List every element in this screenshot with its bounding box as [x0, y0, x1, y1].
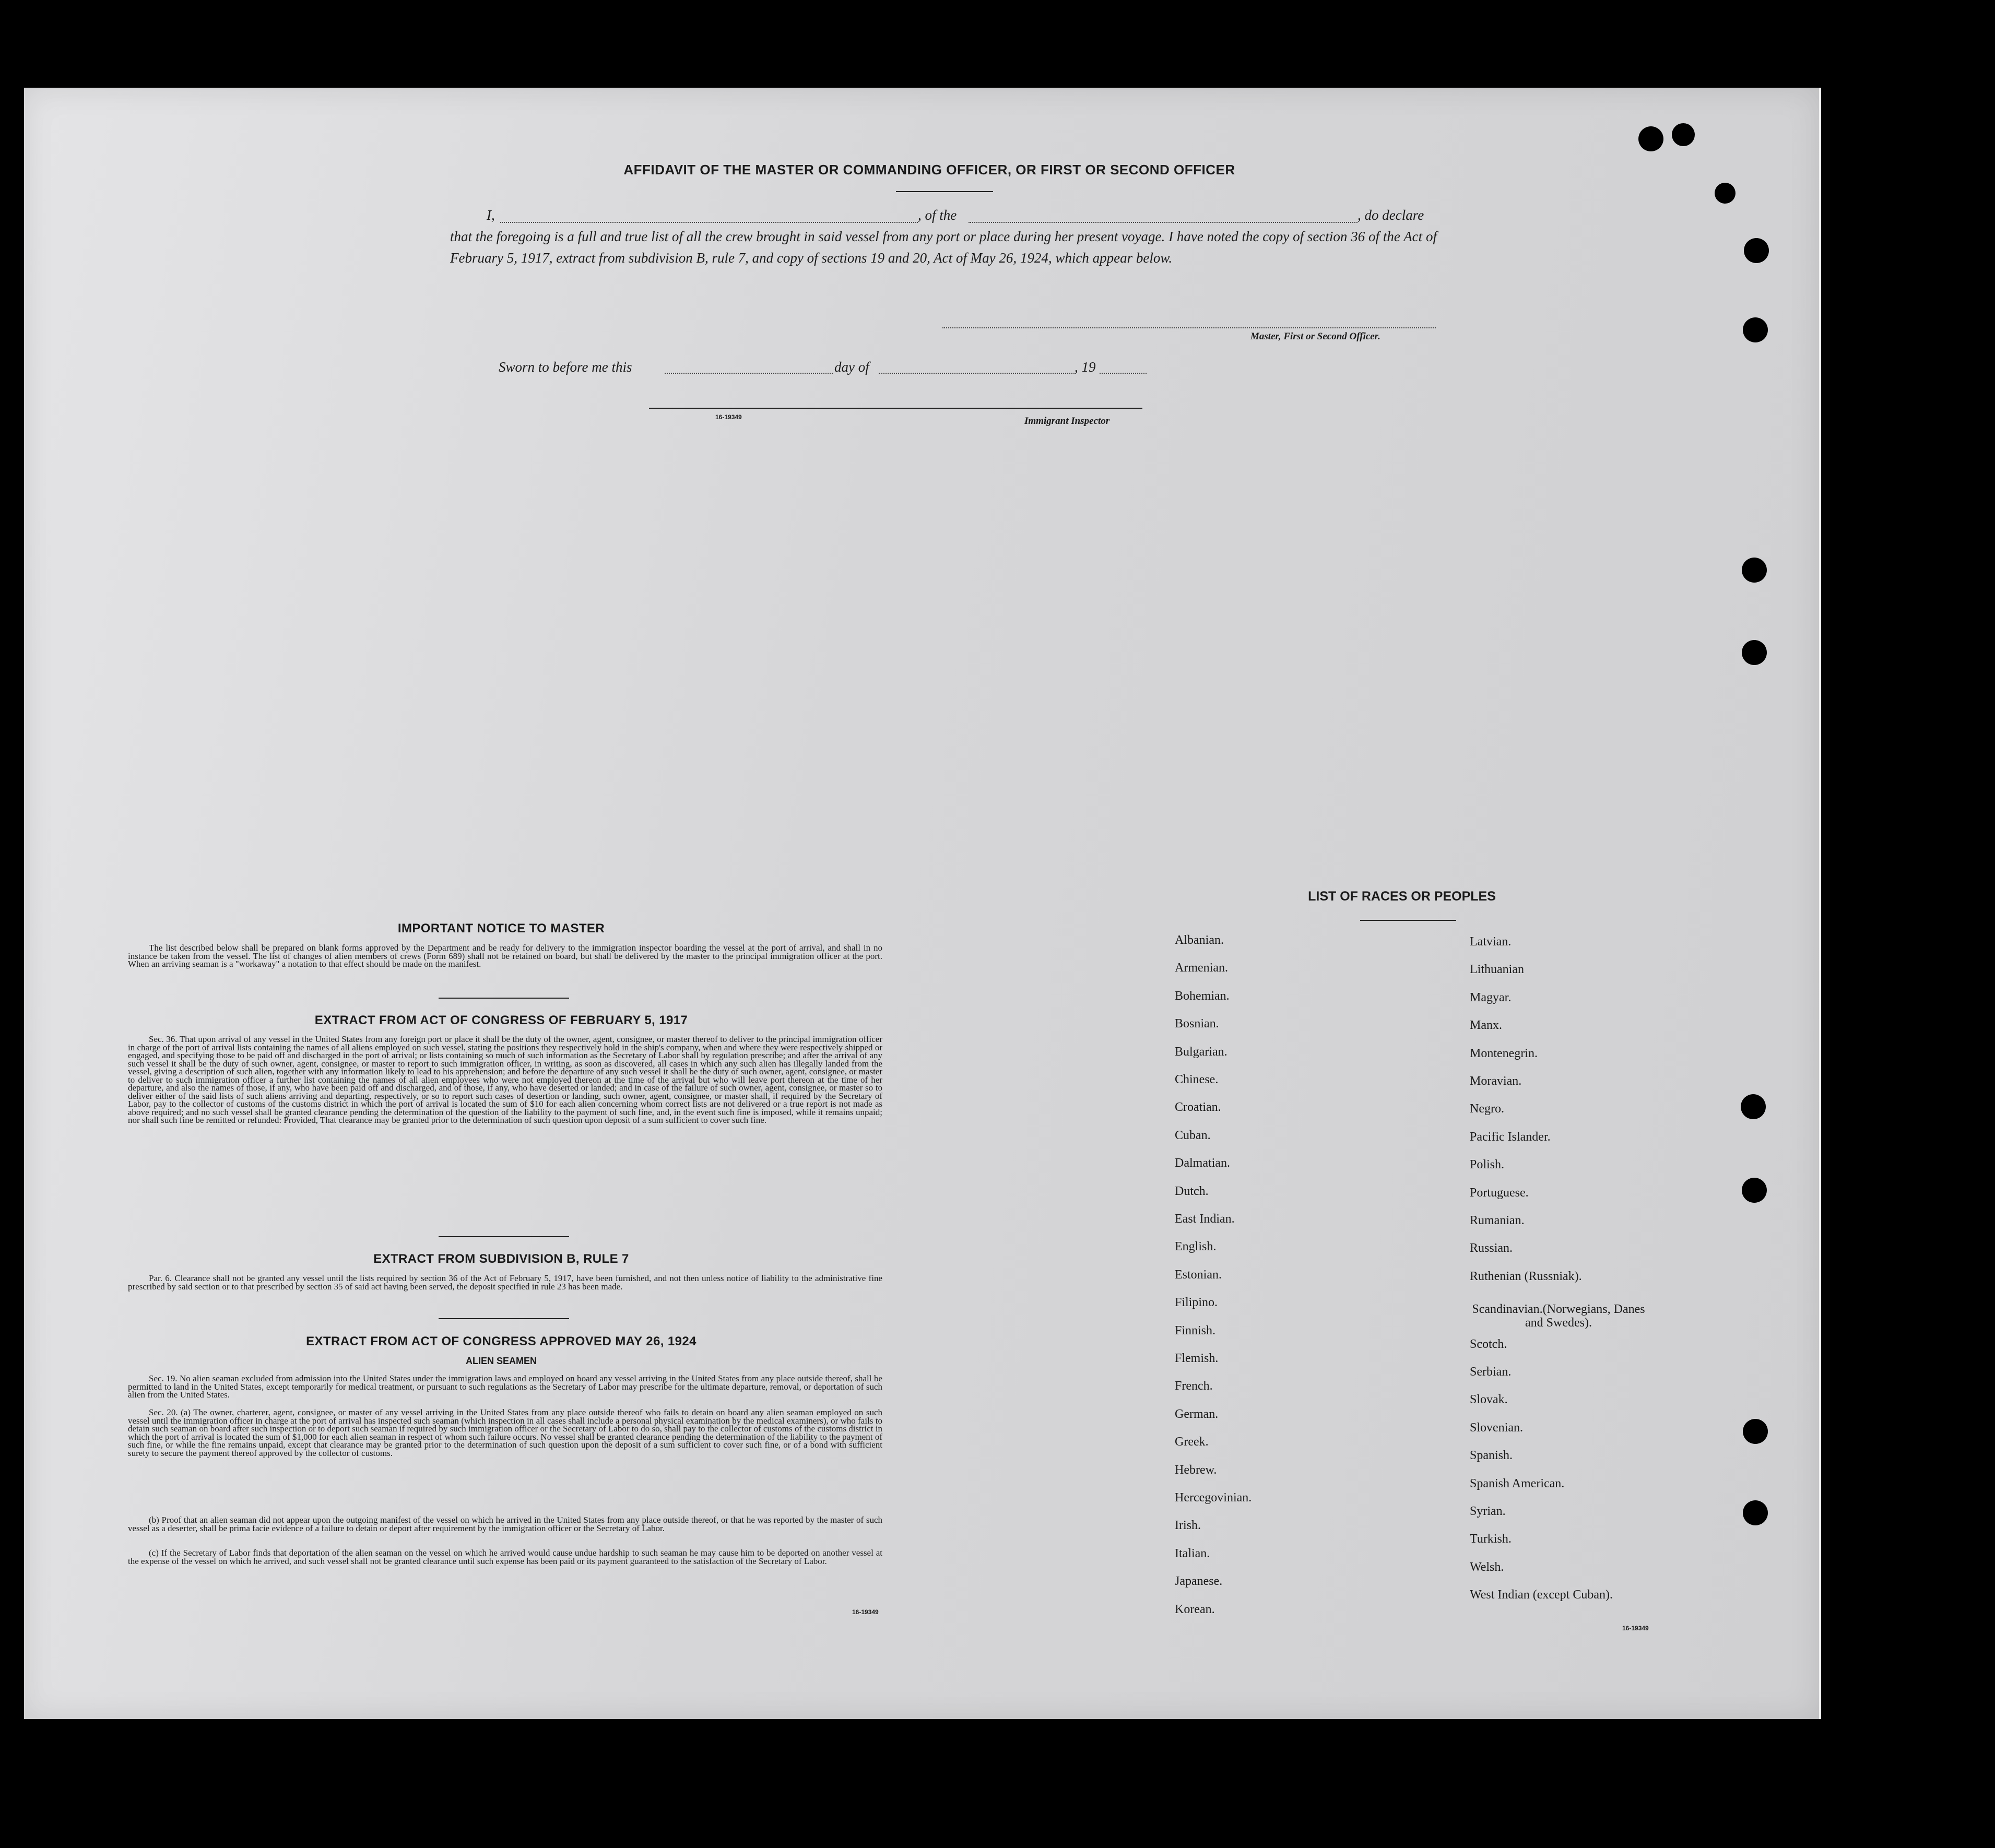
- race-item: Filipino.: [1175, 1296, 1218, 1309]
- officer-signature-blank[interactable]: [942, 327, 1436, 328]
- race-item: Magyar.: [1470, 991, 1512, 1004]
- punch-hole: [1638, 126, 1663, 151]
- race-item: Greek.: [1175, 1435, 1209, 1449]
- divider: [439, 1236, 569, 1237]
- race-item: Hebrew.: [1175, 1463, 1217, 1477]
- race-item: Hercegovinian.: [1175, 1491, 1252, 1505]
- inspector-signature-line: [649, 408, 1142, 409]
- race-item: Chinese.: [1175, 1073, 1219, 1086]
- race-item: West Indian (except Cuban).: [1470, 1588, 1613, 1602]
- notice-text: The list described below shall be prepared on blank forms approved by the Department and be ready for delivery to the immigration inspector boarding the vessel at the port of arrival, and shall in no instance be taken from the vessel. The list of changes of alien members of crews (Form 689) shall not be retained on board, but shall be delivered by the master to the principal immigration officer at the port. When an arriving seaman is a "workaway" a notation to that effect should be made on the manifest.: [128, 943, 882, 969]
- divider: [439, 1318, 569, 1319]
- race-item: Negro.: [1470, 1102, 1504, 1116]
- officer-signature-label: Master, First or Second Officer.: [1250, 331, 1380, 342]
- sworn-year: , 19: [1075, 359, 1096, 375]
- race-item: Cuban.: [1175, 1129, 1211, 1142]
- race-item: Latvian.: [1470, 935, 1512, 949]
- declare-line-end: , do declare: [1357, 207, 1424, 223]
- notice-title: IMPORTANT NOTICE TO MASTER: [397, 921, 605, 935]
- subdivision-b-text: Par. 6. Clearance shall not be granted any vessel until the lists required by section 36 of the Act of February 5, 1917, have been furnished, and not then unless notice of liability to the administrative fine prescribed by said section or to that prescribed by section 35 of said act having been served, the deposit specified in rule 23 has been made.: [128, 1273, 882, 1292]
- extract-1924-title: EXTRACT FROM ACT OF CONGRESS APPROVED MAY 26, 1924: [306, 1334, 697, 1348]
- punch-hole: [1742, 558, 1767, 583]
- punch-hole: [1742, 1178, 1767, 1203]
- race-item: French.: [1175, 1379, 1213, 1393]
- sworn-year-blank[interactable]: [1100, 373, 1147, 374]
- race-item: Portuguese.: [1470, 1186, 1529, 1200]
- race-item: Korean.: [1175, 1603, 1215, 1616]
- punch-hole: [1742, 640, 1767, 665]
- punch-hole: [1715, 183, 1736, 204]
- races-title-rule: [1360, 920, 1456, 921]
- race-item: East Indian.: [1175, 1212, 1235, 1226]
- race-item: Bulgarian.: [1175, 1045, 1227, 1059]
- affidavit-body: that the foregoing is a full and true list of all the crew brought in said vessel from any port or place during her present voyage. I have noted the copy of section 36 of the Act of February 5, 1917, extract from subdivision B, rule 7, and copy of sections 19 and 20, Act of May 26, 1924, which appear below.: [450, 229, 1437, 266]
- race-item: Serbian.: [1470, 1365, 1512, 1379]
- races-title: LIST OF RACES OR PEOPLES: [1308, 889, 1496, 904]
- subdivision-b-title: EXTRACT FROM SUBDIVISION B, RULE 7: [373, 1252, 629, 1266]
- race-item: Syrian.: [1470, 1505, 1506, 1518]
- punch-hole: [1744, 238, 1769, 263]
- punch-hole: [1743, 1419, 1768, 1444]
- sec-20b-text: (b) Proof that an alien seaman did not appear upon the outgoing manifest of the vessel on which he arrived in the United States from any place outside thereof, or that he was reported by the master of such vessel as a deserter, shall be prima facie evidence of a failure to detain or deport after requirement by the immigration officer or the Secretary of Labor.: [128, 1515, 882, 1533]
- sworn-date-blank[interactable]: [665, 373, 833, 374]
- race-item: Dutch.: [1175, 1184, 1209, 1198]
- sworn-day: day of: [834, 359, 869, 375]
- form-number: 16-19349: [715, 413, 742, 421]
- race-item: Scandinavian.(Norwegians, Danes and Swedes).: [1472, 1302, 1645, 1330]
- sworn-month-blank[interactable]: [879, 373, 1075, 374]
- race-item: Rumanian.: [1470, 1214, 1525, 1227]
- race-item: Albanian.: [1175, 933, 1224, 947]
- punch-hole: [1743, 1500, 1768, 1525]
- punch-hole: [1743, 317, 1768, 342]
- race-item: Flemish.: [1175, 1352, 1219, 1365]
- race-item: Spanish.: [1470, 1449, 1513, 1462]
- race-item: Bohemian.: [1175, 989, 1230, 1003]
- declare-line-start: I,: [487, 207, 495, 223]
- race-item: Ruthenian (Russniak).: [1470, 1270, 1582, 1283]
- form-number: 16-19349: [852, 1608, 879, 1616]
- race-item: Bosnian.: [1175, 1017, 1219, 1030]
- race-item: Lithuanian: [1470, 963, 1524, 976]
- race-item: Irish.: [1175, 1519, 1201, 1532]
- race-item: Croatian.: [1175, 1100, 1221, 1114]
- title-rule: [896, 191, 993, 192]
- race-item: German.: [1175, 1407, 1219, 1421]
- race-item: Italian.: [1175, 1547, 1210, 1560]
- document-page: [24, 88, 1821, 1719]
- races-form-number: 16-19349: [1622, 1625, 1649, 1632]
- sec-19-text: Sec. 19. No alien seaman excluded from admission into the United States under the immigration laws and employed on board any vessel arriving in the United States from any place outside thereof, shall be permitted to land in the United States, except temporarily for medical treatment, or pursuant to such regulations as the Secretary of Labor may prescribe for the ultimate departure, removal, or deportation of such alien from the United States.: [128, 1373, 882, 1400]
- race-item: Manx.: [1470, 1018, 1502, 1032]
- race-item: Turkish.: [1470, 1532, 1512, 1546]
- alien-seamen-subtitle: ALIEN SEAMEN: [465, 1356, 537, 1366]
- sec-20a-text: Sec. 20. (a) The owner, charterer, agent, consignee, or master of any vessel arriving in the United States from any place outside thereof who fails to detain on board any alien seaman employed on such vessel until the immigration officer in charge at the port of arrival has inspected such seaman (which inspection in all cases shall include a personal physical examination by the medical examiners), or who fails to detain such seaman on board after such inspection or to deport such seaman if required by such immigration officer or the Secretary of Labor to do so, shall pay to the collector of customs of the customs district in which the port of arrival is located the sum of $1,000 for each alien seaman in respect of whom such failure occurs. No vessel shall be granted clearance pending the determination of the liability to the payment of such fine, or while the fine remains unpaid, except that clearance may be granted prior to the determination of such question upon the deposit of a sum sufficient to cover such fine, or of a bond with sufficient surety to secure the payment thereof approved by the collector of customs.: [128, 1407, 882, 1458]
- declare-line-mid: , of the: [918, 207, 957, 223]
- race-item: Welsh.: [1470, 1560, 1504, 1574]
- vessel-blank[interactable]: [969, 222, 1357, 223]
- extract-1917-text: Sec. 36. That upon arrival of any vessel in the United States from any foreign port or place it shall be the duty of the owner, agent, consignee, or master thereof to deliver to the principal immigration officer in charge of the port of arrival lists containing the names of all aliens employed on such vessel, stating the positions they respectively hold in the ship's company, when and where they were respectively shipped or engaged, and specifying those to be paid off and discharged in the port of arrival; or lists containing so much of such information as the Secretary of Labor shall by regulation prescribe; and after the arrival of any such vessel it shall be the duty of such owner, agent, consignee, or master to report to such immigration officer, in writing, as soon as discovered, all cases in which any such alien has illegally landed from the vessel, giving a description of such alien, together with any information likely to lead to his apprehension; and before the departure of any such vessel it shall be the duty of such owner, agent, consignee, or master to deliver to such immigration officer a further list containing the names of all alien employees who were not employed thereon at the time of the arrival but who will leave port thereon at the time of her departure, and also the names of those, if any, who have been paid off and discharged, and of those, if any, who have deserted or landed; and in case of the failure of such owner, agent, consignee, or master so to deliver either of the said lists of such aliens arriving and departing, respectively, or so to report such cases of desertion or landing, such owner, agent, consignee, or master shall, if required by the Secretary of Labor, pay to the collector of customs of the customs district in which the port of arrival is located the sum of $10 for each alien concerning whom correct lists are not delivered or a true report is not made as above required; and no such vessel shall be granted clearance pending the determination of the question of the liability to the payment of such fine, and, in the event such fine is imposed, while it remains unpaid; nor shall such fine be remitted or refunded: Provided, That clearance may be granted prior to the determination of such question upon deposit of a sum sufficient to cover such fine.: [128, 1034, 882, 1125]
- race-item: Spanish American.: [1470, 1477, 1565, 1490]
- punch-hole: [1672, 123, 1695, 146]
- divider: [439, 998, 569, 999]
- race-item: Moravian.: [1470, 1074, 1522, 1088]
- race-item: Russian.: [1470, 1241, 1513, 1255]
- extract-1917-title: EXTRACT FROM ACT OF CONGRESS OF FEBRUARY 5, 1917: [314, 1013, 688, 1027]
- race-item: Dalmatian.: [1175, 1156, 1230, 1170]
- race-item: Pacific Islander.: [1470, 1130, 1551, 1144]
- race-item: Montenegrin.: [1470, 1047, 1538, 1060]
- race-item: Slovak.: [1470, 1393, 1508, 1406]
- sec-20c-text: (c) If the Secretary of Labor finds that deportation of the alien seaman on the vessel on which he arrived would cause undue hardship to such seaman he may cause him to be deported on another vessel at the expense of the vessel on which he arrived, and such vessel shall not be granted clearance until such expense has been paid or its payment guaranteed to the satisfaction of the Secretary of Labor.: [128, 1548, 882, 1566]
- sworn-prefix: Sworn to before me this: [499, 359, 632, 375]
- name-blank[interactable]: [500, 222, 918, 223]
- race-item: Slovenian.: [1470, 1421, 1523, 1435]
- race-item: Finnish.: [1175, 1324, 1216, 1337]
- inspector-label: Immigrant Inspector: [1024, 416, 1110, 427]
- race-item: Scotch.: [1470, 1337, 1507, 1351]
- punch-hole: [1741, 1094, 1766, 1119]
- race-item: Armenian.: [1175, 961, 1228, 975]
- race-item: Estonian.: [1175, 1268, 1222, 1282]
- affidavit-title: AFFIDAVIT OF THE MASTER OR COMMANDING OFFICER, OR FIRST OR SECOND OFFICER: [623, 162, 1235, 177]
- race-item: Polish.: [1470, 1158, 1505, 1171]
- race-item: Japanese.: [1175, 1574, 1223, 1588]
- race-item: English.: [1175, 1240, 1217, 1253]
